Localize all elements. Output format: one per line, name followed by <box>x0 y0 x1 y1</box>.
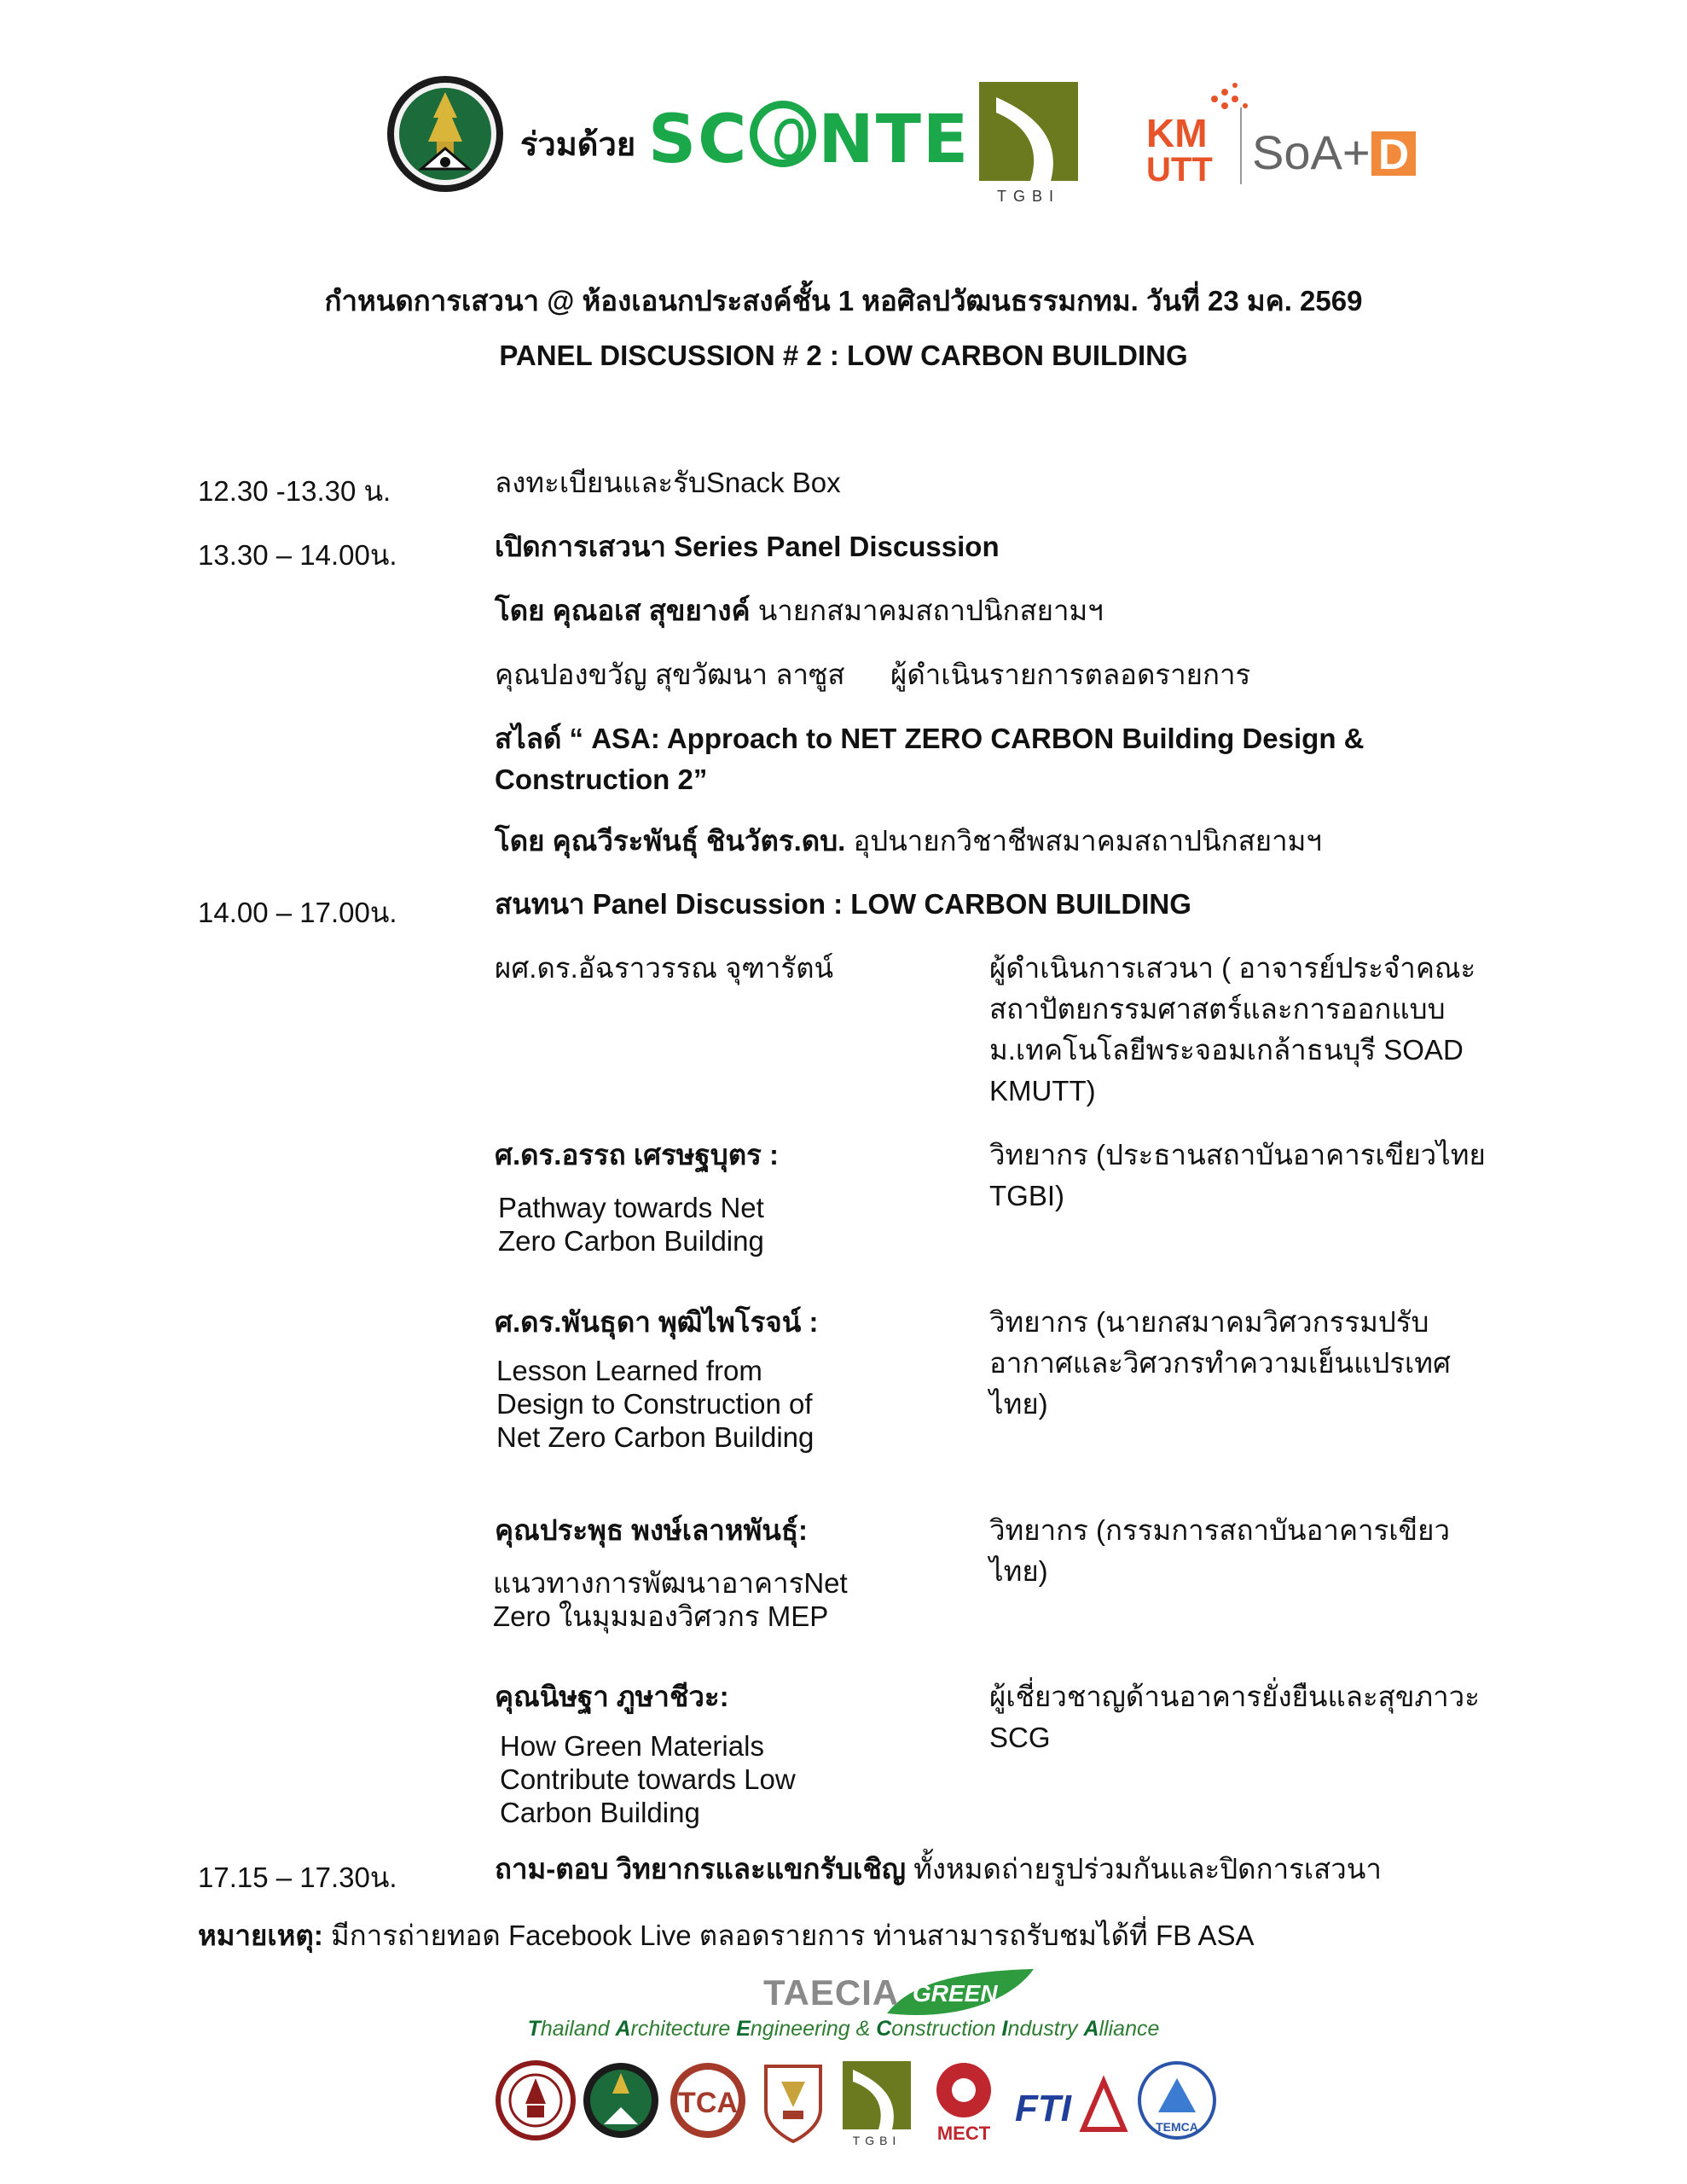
session-2-by2-role: อุปนายกวิชาชีพสมาคมสถาปนิกสยามฯ <box>853 825 1322 857</box>
session-2-opening: เปิดการเสวนา Series Panel Discussion <box>495 531 1000 562</box>
taecia-wordmark: TAECIA <box>763 1972 900 2013</box>
sconte-logo: SC NTE <box>648 102 971 178</box>
session-2-by1 <box>495 590 1104 631</box>
partner-logos <box>495 2056 1262 2150</box>
panelist-3-name: คุณประพุธ พงษ์เลาหพันธุ์: <box>495 1514 808 1546</box>
alliance-tagline: Thailand Architecture Engineering & Construction Industry Alliance <box>527 2017 1160 2041</box>
note-label: หมายเหตุ: <box>198 1920 323 1951</box>
svg-text:TEMCA: TEMCA <box>1156 2120 1198 2134</box>
taecia-green-wordmark: GREEN <box>913 1980 998 2007</box>
panelist-1-topic-line1: Pathway towards Net <box>498 1192 764 1223</box>
session-4-time: 17.15 – 17.30น. <box>198 1862 397 1893</box>
session-1-time: 12.30 -13.30 น. <box>198 475 391 507</box>
eit-seal-logo <box>498 2063 573 2138</box>
panelist-2-role: วิทยากร (นายกสมาคมวิศวกรรมปรับอากาศและวิศวกรทำความเย็นแปรเทศไทย) <box>989 1306 1452 1420</box>
panelist-2-topic-line2: Design to Construction of <box>496 1388 813 1420</box>
panelist-3-topic-line1: แนวทางการพัฒนาอาคารNet <box>493 1567 848 1599</box>
panelist-4-name: คุณนิษฐา ภูษาชีวะ: <box>495 1681 729 1712</box>
panelist-4-topic-line1: How Green Materials <box>500 1730 764 1762</box>
tca-logo <box>670 2063 745 2138</box>
session-1-text: ลงทะเบียนและรับSnack Box <box>495 467 841 498</box>
svg-text:TGBI: TGBI <box>852 2134 901 2147</box>
panelist-1-topic-line2: Zero Carbon Building <box>498 1225 764 1257</box>
panelist-4-topic-line2: Contribute towards Low <box>500 1763 796 1795</box>
session-2-moderator-name: คุณปองขวัญ สุขวัฒนา ลาซูส <box>495 659 845 690</box>
svg-text:MECT: MECT <box>936 2123 991 2144</box>
fti-logo <box>1015 2082 1124 2129</box>
panelist-2-topic-line3: Net Zero Carbon Building <box>496 1421 815 1453</box>
panelist-4-topic-line3: Carbon Building <box>500 1797 700 1828</box>
note-text: มีการถ่ายทอด Facebook Live ตลอดรายการ ท่านสามารถรับชมได้ที่ FB ASA <box>331 1920 1255 1951</box>
panelist-1-name: ศ.ดร.อรรถ เศรษฐบุตร : <box>495 1139 780 1170</box>
asa-seal-small-logo <box>583 2063 658 2138</box>
session-3-time: 14.00 – 17.00น. <box>198 897 397 928</box>
session-2-by2 <box>495 821 1322 862</box>
svg-text:TCA: TCA <box>678 2087 738 2119</box>
panel-moderator-role: ผู้ดำเนินการเสวนา ( อาจารย์ประจำคณะสถาปัตยกรรมศาสตร์และการออกแบบ ม.เทคโนโลยีพระจอมเกล้าธนบุรี SOAD KMUTT) <box>989 952 1476 1107</box>
tgbi-wordmark: TGBI <box>996 188 1061 205</box>
sconte-o-leaf-icon <box>750 101 816 167</box>
session-4-closing: ทั้งหมดถ่ายรูปร่วมกันและปิดการเสวนา <box>913 1853 1382 1885</box>
shield-crest-logo <box>766 2066 820 2141</box>
panelist-4-role: ผู้เชี่ยวชาญด้านอาคารยั่งยืนและสุขภาวะ SCG <box>989 1681 1480 1753</box>
kmutt-km: KM <box>1146 111 1208 155</box>
session-2-by1-name: โดย คุณอเส สุขยางค์ <box>495 595 751 626</box>
panelist-3-topic-line2: Zero ในมุมมองวิศวกร MEP <box>493 1600 829 1632</box>
session-2-by1-role: นายกสมาคมสถาปนิกสยามฯ <box>757 595 1104 626</box>
in-collaboration-label: ร่วมด้วย <box>520 127 636 163</box>
asa-seal-logo <box>386 73 505 195</box>
session-2-by2-name: โดย คุณวีระพันธุ์ ชินวัตร.ดบ. <box>495 825 846 857</box>
kmutt-soad-logo <box>1139 82 1429 193</box>
panelist-2-topic-line1: Lesson Learned from <box>496 1355 762 1386</box>
session-3-heading: สนทนา Panel Discussion : LOW CARBON BUILDING <box>495 888 1191 920</box>
panelist-2-name: ศ.ดร.พันธุดา พุฒิไพโรจน์ : <box>495 1306 819 1338</box>
kmutt-utt: UTT <box>1146 151 1213 189</box>
panel-moderator-name: ผศ.ดร.อัฉราวรรณ จุฑารัตน์ <box>495 952 834 984</box>
event-title-thai: กำหนดการเสวนา @ ห้องเอนกประสงค์ชั้น 1 หอศิลปวัฒนธรรมกทม. วันที่ 23 มค. 2569 <box>324 285 1363 317</box>
temca-logo <box>1139 2063 1215 2138</box>
soad-wordmark: SoA+ <box>1252 125 1371 179</box>
session-2-moderator-role: ผู้ดำเนินรายการตลอดรายการ <box>890 659 1251 690</box>
panelist-3-role: วิทยากร (กรรมการสถาบันอาคารเขียวไทย) <box>989 1514 1450 1587</box>
tgbi-logo <box>979 82 1078 206</box>
session-2-slide-line1: สไลด์ “ ASA: Approach to NET ZERO CARBON Building Design & <box>495 723 1365 754</box>
session-4-qa: ถาม-ตอบ วิทยากรและแขกรับเชิญ <box>495 1853 906 1885</box>
panelist-1-role: วิทยากร (ประธานสถาบันอาคารเขียวไทย TGBI) <box>989 1139 1486 1211</box>
note <box>198 1913 1255 1958</box>
svg-text:FTI: FTI <box>1015 2088 1071 2129</box>
event-title-english: PANEL DISCUSSION # 2 : LOW CARBON BUILDING <box>499 340 1188 371</box>
session-2-time: 13.30 – 14.00น. <box>198 539 397 571</box>
session-4-text <box>495 1849 1382 1890</box>
mect-logo <box>936 2063 991 2144</box>
tgbi-small-logo <box>843 2061 911 2147</box>
svg-text:D: D <box>1377 131 1410 178</box>
session-2-slide-line2: Construction 2” <box>495 764 708 795</box>
